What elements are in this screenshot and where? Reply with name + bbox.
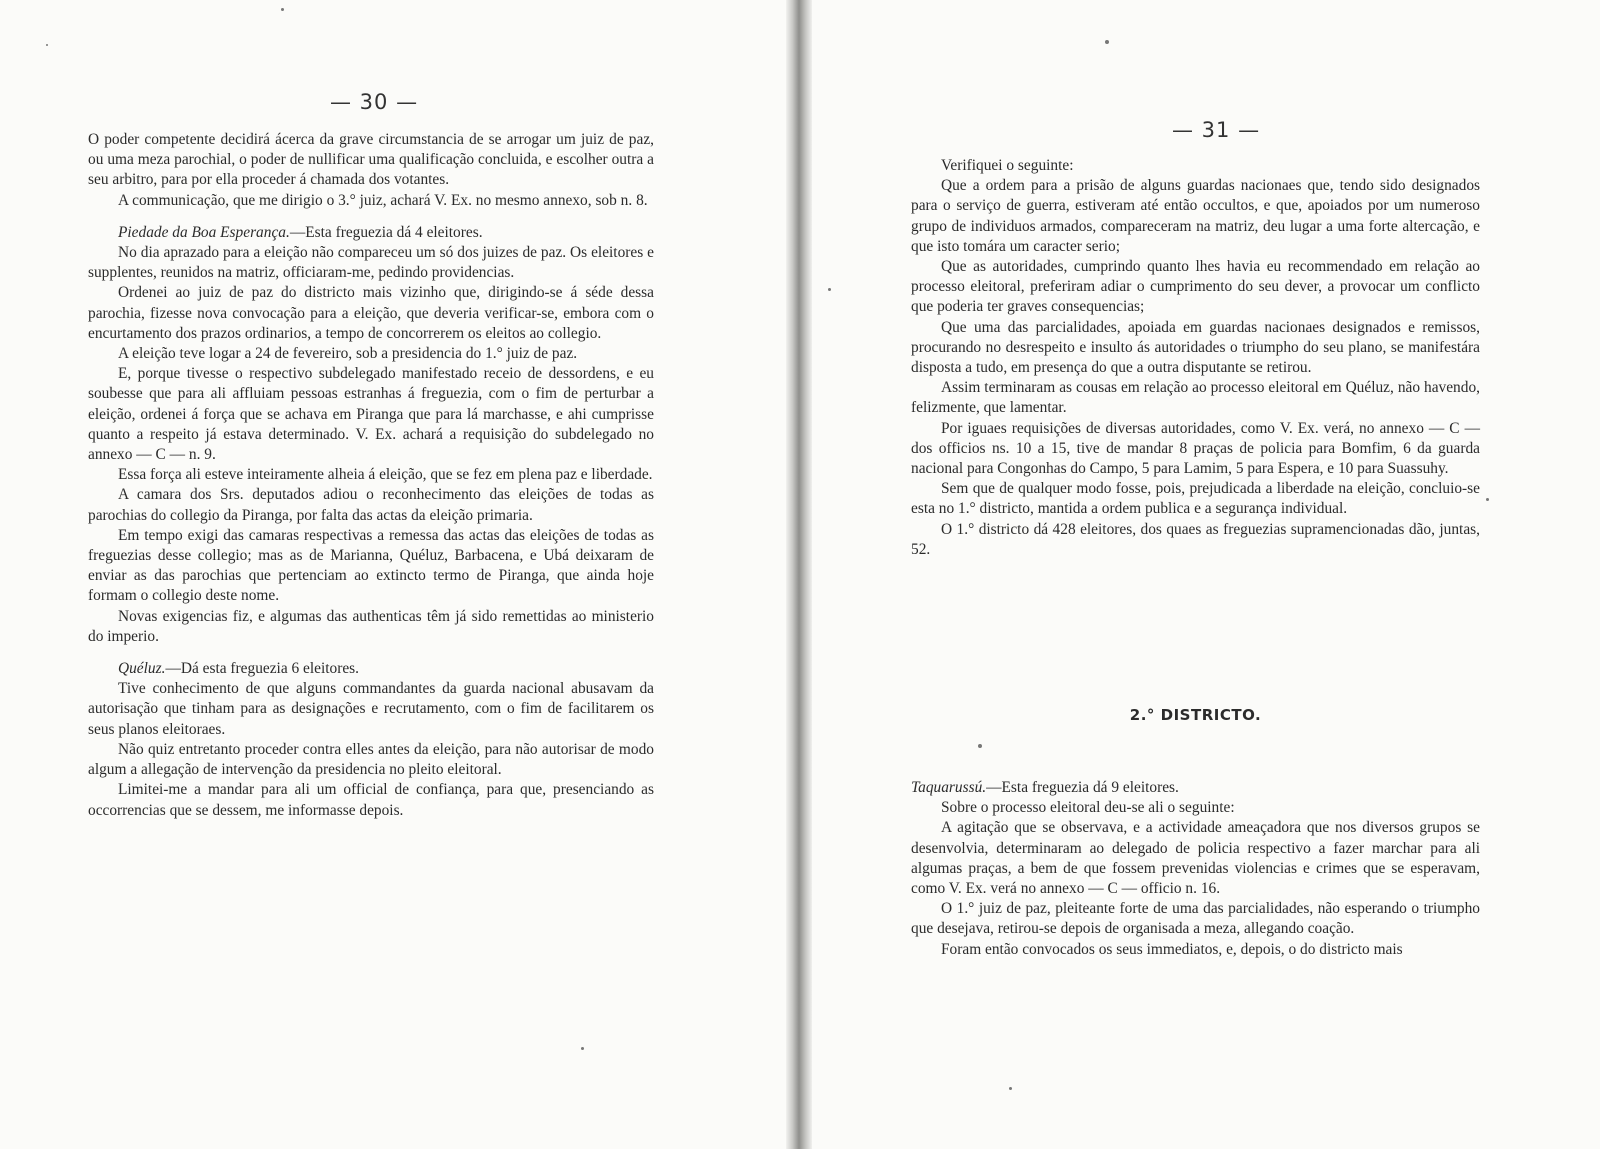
- paragraph: Que as autoridades, cumprindo quanto lhes havia eu recommendado em relação ao processo eleitoral, preferiram adiar o cumprimento do seu dever, a provocar um conflicto que poderia ter graves consequencias;: [911, 258, 1480, 316]
- binding-gutter: [786, 0, 812, 1149]
- paragraph: A communicação, que me dirigio o 3.° juiz, achará V. Ex. no mesmo annexo, sob n. 8.: [118, 191, 648, 209]
- paragraph: Sem que de qualquer modo fosse, pois, prejudicada a liberdade na eleição, concluio-se esta no 1.° districto, mantida a ordem publica e a segurança individual.: [911, 480, 1480, 518]
- place-name: Taquarussú.: [911, 779, 987, 796]
- entry-text: Dá esta freguezia 6 eleitores.: [180, 660, 360, 678]
- dash: —: [165, 660, 181, 678]
- scan-speck: [1486, 498, 1489, 501]
- paragraph: A eleição teve logar a 24 de fevereiro, sob a presidencia do 1.° juiz de paz.: [118, 345, 578, 363]
- place-name: Quéluz.: [118, 660, 166, 678]
- left-page-body: [88, 130, 654, 821]
- paragraph: Novas exigencias fiz, e algumas das authenticas têm já sido remettidas ao ministerio do imperio.: [88, 607, 654, 645]
- paragraph: Sobre o processo eleitoral deu-se ali o seguinte:: [941, 799, 1235, 817]
- paragraph: Que uma das parcialidades, apoiada em guardas nacionaes designados e remissos, procurando no desrespeito e insulto ás autoridades o triumpho do seu plano, se manifestára disposta a tudo, em presença do que a outra disputante se retirou.: [911, 318, 1480, 377]
- page-number-30: — 30 —: [330, 90, 419, 114]
- paragraph: Que a ordem para a prisão de alguns guardas nacionaes que, tendo sido designados para o serviço de guerra, estiveram até então occultos, e que, apoiados por um numeroso grupo de individuos armados, compareceram na matriz, deu lugar a uma forte altercação, e que isto tomára um caracter serio;: [911, 177, 1480, 255]
- paragraph: A camara dos Srs. deputados adiou o reconhecimento das eleições de todas as parochias do collegio da Piranga, por falta das actas da eleição primaria.: [88, 486, 654, 524]
- entry-text: Esta freguezia dá 4 eleitores.: [305, 223, 483, 241]
- scan-speck: [978, 744, 982, 748]
- section-entry-taquarussu: [911, 778, 1480, 798]
- paragraph: O poder competente decidirá ácerca da grave circumstancia de se arrogar um juiz de paz, ou uma meza parochial, o poder de nullificar uma qualificação concluida, e escolher outra a seu arbitro, para por ella proceder á chamada dos votantes.: [88, 131, 654, 189]
- section-entry-piedade: [88, 223, 654, 243]
- right-page-body: [911, 156, 1480, 560]
- dash: —: [289, 223, 306, 241]
- scan-speck: [1105, 40, 1109, 44]
- scan-speck: [1009, 1087, 1012, 1090]
- paragraph: No dia aprazado para a eleição não compareceu um só dos juizes de paz. Os eleitores e supplentes, reunidos na matriz, officiaram-me, pedindo providencias.: [88, 244, 654, 282]
- scan-speck: [581, 1047, 584, 1050]
- paragraph: O 1.° juiz de paz, pleiteante forte de uma das parcialidades, não esperando o triumpho que desejava, retirou-se depois de organisada a meza, allegando coação.: [911, 900, 1480, 938]
- scan-speck: [281, 8, 284, 11]
- entry-text: Esta freguezia dá 9 eleitores.: [1001, 779, 1179, 796]
- section-entry-queluz: [88, 659, 654, 679]
- paragraph: Em tempo exigi das camaras respectivas a remessa das actas das eleições de todas as freguezias desse collegio; mas as de Marianna, Quéluz, Barbacena, e Ubá deixaram de enviar as das parochias que pertenciam ao extincto termo de Piranga, que ainda hoje formam o collegio deste nome.: [88, 526, 654, 605]
- paragraph: O 1.° districto dá 428 eleitores, dos quaes as freguezias supramencionadas dão, juntas, 52.: [911, 520, 1480, 558]
- paragraph: Não quiz entretanto proceder contra elles antes da eleição, para não autorisar de modo algum a allegação de intervenção da presidencia no pleito eleitoral.: [88, 740, 654, 779]
- paragraph: E, porque tivesse o respectivo subdelegado manifestado receio de dessordens, e eu soubesse que para ali affluiam pessoas estranhas á freguezia, com o fim de perturbar a eleição, ordenei á força que se achava em Piranga que para lá marchasse, e ahi cumprisse quanto a respeito já estava determinado. V. Ex. achará a requisição do subdelegado no annexo — C — n. 9.: [88, 365, 654, 464]
- scan-speck: [46, 44, 48, 46]
- place-name: Piedade da Boa Esperança.: [118, 223, 290, 241]
- paragraph: Limitei-me a mandar para ali um official de confiança, para que, presenciando as occorrencias que se dessem, me informasse depois.: [88, 781, 654, 819]
- scan-speck: [828, 288, 831, 291]
- paragraph: Ordenei ao juiz de paz do districto mais vizinho que, dirigindo-se á séde dessa parochia, fizesse nova convocação para a eleição, que deveria verificar-se, embora com o encurtamento dos prazos ordinarios, a tempo de concorrerem os eleitos ao collegio.: [88, 284, 654, 342]
- paragraph: Foram então convocados os seus immediatos, e, depois, o do districto mais: [941, 940, 1403, 958]
- right-page-body-lower: [911, 778, 1480, 960]
- page-number-31: — 31 —: [1172, 118, 1261, 142]
- right-page: [812, 0, 1600, 1149]
- dash: —: [986, 779, 1002, 796]
- paragraph: Verifiquei o seguinte:: [941, 157, 1074, 174]
- paragraph: Tive conhecimento de que alguns commandantes da guarda nacional abusavam da autorisação que tinham para as designações e recrutamento, com o fim de facilitarem os seus planos eleitoraes.: [88, 680, 654, 738]
- district-heading: 2.° DISTRICTO.: [1129, 706, 1262, 724]
- paragraph: Essa força ali esteve inteiramente alheia á eleição, que se fez em plena paz e liberdade.: [118, 466, 653, 484]
- paragraph: Por iguaes requisições de diversas autoridades, como V. Ex. verá, no annexo — C — dos officios ns. 10 a 15, tive de mandar 8 praças de policia para Bomfim, 6 da guarda nacional para Congonhas do Campo, 5 para Lamim, 5 para Espera, e 10 para Suassuhy.: [911, 419, 1480, 478]
- left-page: [0, 0, 786, 1149]
- paragraph: Assim terminaram as cousas em relação ao processo eleitoral em Quéluz, não havendo, felizmente, que lamentar.: [911, 379, 1480, 417]
- paragraph: A agitação que se observava, e a actividade ameaçadora que nos diversos grupos se desenvolvia, determinaram ao delegado de policia respectivo a fazer marchar para ali algumas praças, a bem de que fossem prevenidas violencias e crimes que se esperavam, como V. Ex. verá no annexo — C — officio n. 16.: [911, 819, 1480, 898]
